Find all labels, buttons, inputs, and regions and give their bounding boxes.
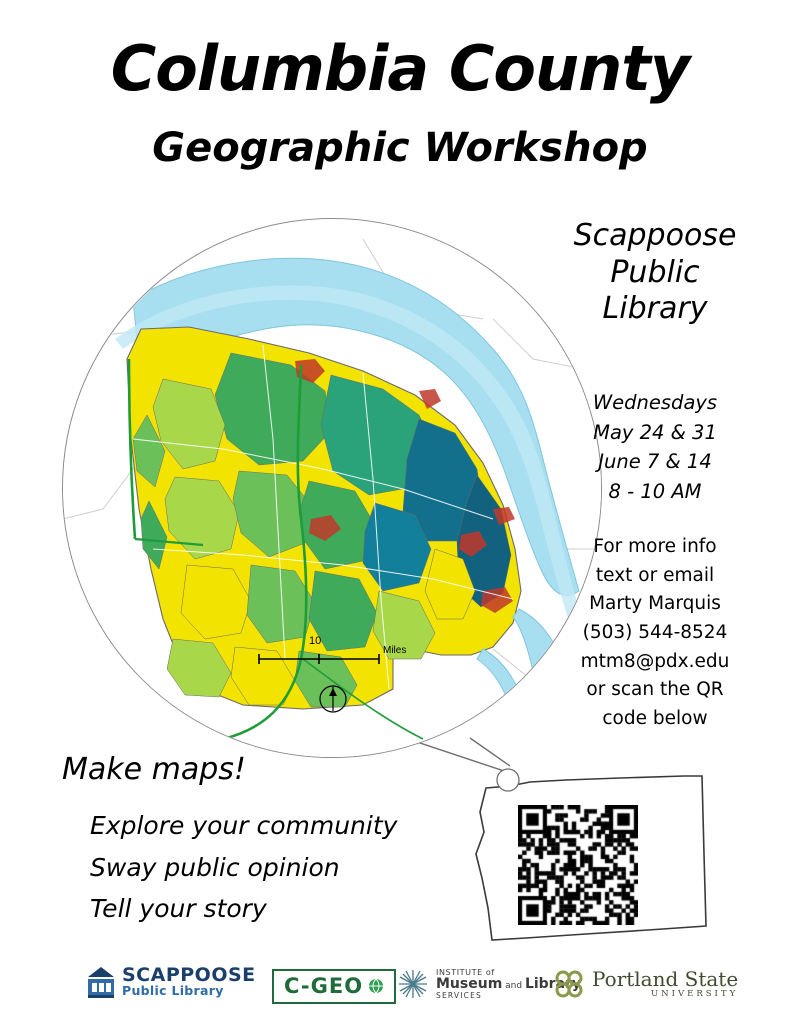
logo-scappoose-public-library [86, 965, 256, 999]
page-title: Columbia County [110, 32, 690, 105]
tagline-item-1: Explore your community [90, 811, 398, 840]
venue-line-2: Public [610, 254, 700, 290]
contact-line-6: or scan the QR [586, 679, 724, 701]
contact-phone: (503) 544-8524 [582, 622, 728, 644]
logo-c-geo [272, 969, 396, 1004]
logo-imls-museum: Museum [436, 975, 503, 992]
tagline-item-3: Tell your story [90, 894, 267, 923]
contact-line-7: code below [602, 708, 708, 730]
contact-block [520, 533, 790, 734]
logo-imls-library: Library [524, 975, 582, 992]
logo-psu-line1: Portland State [592, 967, 739, 992]
schedule-line-1: Wednesdays [592, 391, 718, 414]
qr-code-canvas[interactable] [518, 805, 638, 925]
library-building-icon [86, 965, 116, 999]
tagline-headline: Make maps! [62, 752, 246, 787]
venue-line-1: Scappoose [573, 218, 737, 253]
tagline-item-2: Sway public opinion [90, 852, 340, 882]
globe-icon [368, 978, 384, 994]
imls-starburst-icon [396, 967, 430, 1001]
venue-line-3: Library [602, 291, 708, 327]
contact-name: Marty Marquis [589, 593, 721, 615]
venue-block [520, 218, 790, 328]
contact-line-2: text or email [595, 564, 715, 586]
logo-psu-line2: UNIVERSITY [651, 989, 739, 1000]
logo-imls-and: and [502, 980, 525, 991]
page-subtitle: Geographic Workshop [152, 125, 648, 171]
contact-email: mtm8@pdx.edu [580, 650, 730, 672]
psu-knot-icon [552, 967, 586, 1001]
logo-portland-state-university [552, 967, 738, 1001]
qr-code[interactable] [518, 805, 638, 925]
logo-spl-line2: Public Library [122, 983, 224, 999]
schedule-line-2: May 24 & 31 [593, 420, 717, 444]
logo-spl-line1: SCAPPOOSE [122, 964, 256, 987]
tagline-list [90, 805, 397, 930]
sponsor-logo-row [0, 961, 800, 1013]
logo-cgeo-text: C-GEO [284, 974, 364, 998]
scale-bar-units: Miles [383, 645, 407, 656]
schedule-line-4: 8 - 10 AM [608, 479, 702, 503]
schedule-line-3: June 7 & 14 [598, 450, 712, 474]
schedule-block [520, 388, 790, 507]
contact-line-1: For more info [593, 536, 717, 557]
north-arrow-icon [313, 679, 353, 719]
logo-imls-line1: INSTITUTE of [436, 967, 495, 977]
logo-imls-line3: SERVICES [436, 990, 482, 1000]
scale-bar-value: 10 [309, 635, 322, 647]
